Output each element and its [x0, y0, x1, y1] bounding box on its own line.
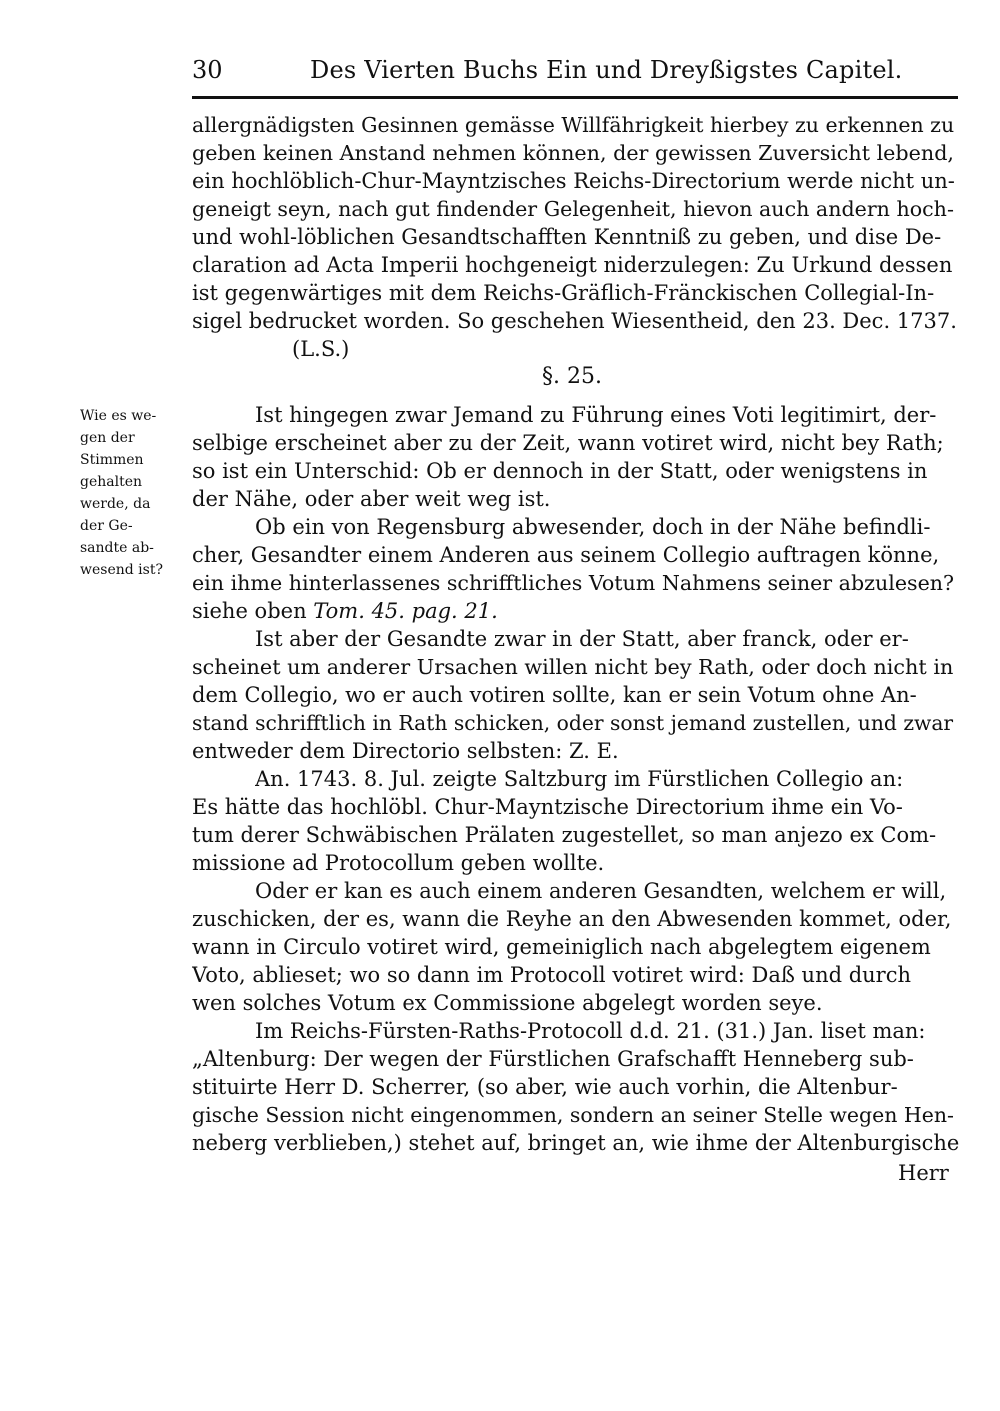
text-line: cher, Gesandter einem Anderen aus seinem Collegio auftragen könne,	[192, 543, 940, 567]
text-line: claration ad Acta Imperii hochgeneigt niderzulegen: Zu Urkund dessen	[192, 253, 953, 277]
margin-note-line: wesend ist?	[80, 562, 163, 578]
header-rule	[192, 96, 958, 99]
text-line: stand schrifftlich in Rath schicken, oder sonst jemand zustellen, und zwar	[192, 711, 954, 735]
text-line: entweder dem Directorio selbsten: Z. E.	[192, 739, 619, 763]
volume-reference: Tom. 45. pag. 21.	[313, 599, 498, 623]
text-line: „Altenburg: Der wegen der Fürstlichen Grafschafft Henneberg sub-	[192, 1047, 914, 1071]
text-line: allergnädigsten Gesinnen gemässe Willfährigkeit hierbey zu erkennen zu	[192, 113, 955, 137]
text-line: wann in Circulo votiret wird, gemeiniglich nach abgelegtem eigenem	[192, 935, 931, 959]
text-line: missione ad Protocollum geben wollte.	[192, 851, 605, 875]
running-title: Des Vierten Buchs Ein und Dreyßigstes Capitel.	[310, 56, 903, 84]
text-segment: siehe oben	[192, 599, 307, 623]
text-line: Ob ein von Regensburg abwesender, doch in der Nähe befindli-	[255, 515, 931, 539]
page-number: 30	[192, 56, 223, 84]
text-line: Oder er kan es auch einem anderen Gesandten, welchem er will,	[255, 879, 947, 903]
text-line: Voto, ablieset; wo so dann im Protocoll votiret wird: Daß und durch	[192, 963, 912, 987]
margin-note-line: der Ge-	[80, 518, 133, 534]
text-line: der Nähe, oder aber weit weg ist.	[192, 487, 551, 511]
text-line: zuschicken, der es, wann die Reyhe an den Abwesenden kommet, oder,	[192, 907, 952, 931]
text-line: wen solches Votum ex Commissione abgelegt worden seye.	[192, 991, 823, 1015]
text-line: tum derer Schwäbischen Prälaten zugestellet, so man anjezo ex Com-	[192, 823, 937, 847]
margin-note-line: Wie es we-	[80, 408, 157, 424]
margin-note-line: Stimmen	[80, 452, 144, 468]
catchword: Herr	[898, 1161, 949, 1185]
margin-note-line: gen der	[80, 430, 135, 446]
text-line: Im Reichs-Fürsten-Raths-Protocoll d.d. 21. (31.) Jan. liset man:	[255, 1019, 926, 1043]
text-line	[192, 598, 962, 624]
text-line: sigel bedrucket worden. So geschehen Wiesentheid, den 23. Dec. 1737.	[192, 309, 957, 333]
text-line: Es hätte das hochlöbl. Chur-Mayntzische Directorium ihme ein Vo-	[192, 795, 903, 819]
margin-note-line: sandte ab-	[80, 540, 154, 556]
text-line: ist gegenwärtiges mit dem Reichs-Gräflich-Fränckischen Collegial-In-	[192, 281, 935, 305]
text-line: gische Session nicht eingenommen, sondern an seiner Stelle wegen Hen-	[192, 1103, 954, 1127]
text-line: An. 1743. 8. Jul. zeigte Saltzburg im Fürstlichen Collegio an:	[255, 767, 904, 791]
text-line: so ist ein Unterschid: Ob er dennoch in der Statt, oder wenigstens in	[192, 459, 928, 483]
text-line: ein ihme hinterlassenes schrifftliches Votum Nahmens seiner abzulesen?	[192, 571, 955, 595]
text-line: und wohl-löblichen Gesandtschafften Kenntniß zu geben, und dise De-	[192, 225, 942, 249]
section-heading: §. 25.	[542, 364, 602, 389]
margin-note-line: werde, da	[80, 496, 151, 512]
page-header	[192, 52, 958, 92]
text-line: dem Collegio, wo er auch votiren sollte, kan er sein Votum ohne An-	[192, 683, 917, 707]
text-line: Ist hingegen zwar Jemand zu Führung eines Voti legitimirt, der-	[255, 403, 937, 427]
text-line: geben keinen Anstand nehmen können, der gewissen Zuversicht lebend,	[192, 141, 955, 165]
text-line: Ist aber der Gesandte zwar in der Statt, aber franck, oder er-	[255, 627, 909, 651]
seal-mark: (L.S.)	[292, 337, 350, 361]
text-line: scheinet um anderer Ursachen willen nicht bey Rath, oder doch nicht in	[192, 655, 954, 679]
text-line: ein hochlöblich-Chur-Mayntzisches Reichs-Directorium werde nicht un-	[192, 169, 955, 193]
text-line: stituirte Herr D. Scherrer, (so aber, wie auch vorhin, die Altenbur-	[192, 1075, 898, 1099]
text-line: geneigt seyn, nach gut findender Gelegenheit, hievon auch andern hoch-	[192, 197, 954, 221]
text-line: neberg verblieben,) stehet auf, bringet an, wie ihme der Altenburgische	[192, 1131, 960, 1155]
text-line: selbige erscheinet aber zu der Zeit, wann votiret wird, nicht bey Rath;	[192, 431, 944, 455]
margin-note-line: gehalten	[80, 474, 143, 490]
